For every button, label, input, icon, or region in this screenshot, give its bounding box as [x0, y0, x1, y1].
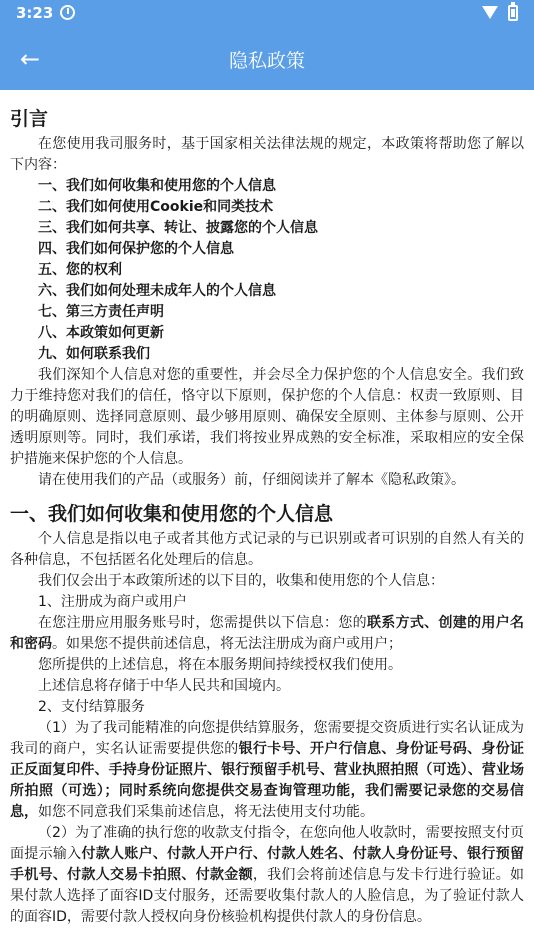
- toc-item-1: 一、我们如何收集和使用您的个人信息: [38, 178, 276, 194]
- intro-paragraph-3: 请在使用我们的产品（或服务）前，仔细阅读并了解本《隐私政策》。: [38, 472, 465, 488]
- section-1-heading: 一、我们如何收集和使用您的个人信息: [10, 503, 334, 525]
- toc-item-7: 七、第三方责任声明: [38, 304, 164, 320]
- page-title: 隐私政策: [228, 50, 305, 72]
- section-1-p6-bold: 银行卡号、开户行信息、身份证号码、身份证正反面复印件、手持身份证照片、银行预留手机号、营业执照拍照（可选）、营业场所拍照（可选）；同时系统向您提供交易查询管理功能，我们需要记录您的交易信息，: [10, 741, 525, 820]
- status-bar: [0, 0, 534, 28]
- section-1-paragraph-5: 上述信息将存储于中华人民共和国境内。: [38, 678, 290, 694]
- section-1-p3-text-c: 。如果您不提供前述信息，将无法注册成为商户或用户；: [52, 636, 402, 652]
- section-1-paragraph-2: 我们仅会出于本政策所述的以下目的，收集和使用您的个人信息：: [38, 573, 444, 589]
- app-bar: [0, 28, 534, 90]
- wifi-icon: [482, 6, 498, 19]
- status-time: 3:23: [16, 4, 54, 22]
- section-1-paragraph-3: [10, 613, 524, 655]
- section-1-p7-bold: 付款人账户、付款人开户行、付款人姓名、付款人身份证号、银行预留手机号、付款人交易卡拍照、付款金额: [10, 846, 525, 883]
- section-1-paragraph-4: 您所提供的上述信息，将在本服务期间持续授权我们使用。: [38, 657, 402, 673]
- section-1-p3-text-a: 在您注册应用服务账号时，您需提供以下信息：您的: [38, 615, 367, 631]
- alarm-clock-icon: [60, 5, 75, 20]
- arrow-left-icon: ←: [19, 45, 41, 73]
- toc-item-9: 九、如何联系我们: [38, 346, 150, 362]
- section-1-item-register: 1、注册成为商户或用户: [38, 594, 187, 610]
- intro-heading: 引言: [10, 108, 49, 130]
- section-1-paragraph-6: [10, 718, 524, 823]
- policy-scroll-region: [10, 104, 524, 928]
- toc-item-4: 四、我们如何保护您的个人信息: [38, 241, 234, 257]
- toc-item-8: 八、本政策如何更新: [38, 325, 164, 341]
- intro-paragraph-2: 我们深知个人信息对您的重要性，并会尽全力保护您的个人信息安全。我们致力于维持您对我们的信任，恪守以下原则，保护您的个人信息：权责一致原则、目的明确原则、选择同意原则、最少够用原则、确保安全原则、主体参与原则、公开透明原则等。同时，我们承诺，我们将按业界成熟的安全标准，采取相应的安全保护措施来保护您的个人信息。: [10, 367, 524, 467]
- battery-icon: [508, 5, 518, 21]
- toc-item-3: 三、我们如何共享、转让、披露您的个人信息: [38, 220, 318, 236]
- section-1-p3-bold: 联系方式、创建的用户名和密码: [10, 615, 524, 652]
- toc-item-6: 六、我们如何处理未成年人的个人信息: [38, 283, 276, 299]
- section-1-paragraph-1: 个人信息是指以电子或者其他方式记录的与已识别或者可识别的自然人有关的各种信息，不包括匿名化处理后的信息。: [10, 531, 524, 568]
- toc-item-2: 二、我们如何使用Cookie和同类技术: [38, 199, 274, 215]
- section-1-p6-text-a: （1）为了我司能精准的向您提供结算服务，您需要提交资质进行实名认证成为我司的商户，实名认证需要提供您的: [10, 720, 524, 757]
- toc-item-5: 五、您的权利: [38, 262, 122, 278]
- section-1-item-payment: 2、支付结算服务: [38, 699, 145, 715]
- intro-paragraph-1: 在您使用我司服务时，基于国家相关法律法规的规定，本政策将帮助您了解以下内容：: [10, 136, 524, 173]
- section-1-p7-text-a: （2）为了准确的执行您的收款支付指令，在您向他人收款时，需要按照支付页面提示输入: [10, 825, 524, 862]
- section-1-paragraph-7: [10, 823, 524, 928]
- section-1-p6-text-c: 如您不同意我们采集前述信息，将无法使用支付功能。: [38, 804, 374, 820]
- section-1-p7-text-c: ，我们会将前述信息与发卡行进行验证。如果付款人选择了面容ID支付服务，还需要收集付款人的人脸信息，为了验证付款人的面容ID，需要付款人授权向身份核验机构提供付款人的身份信息。: [10, 867, 525, 925]
- policy-content[interactable]: [0, 90, 534, 950]
